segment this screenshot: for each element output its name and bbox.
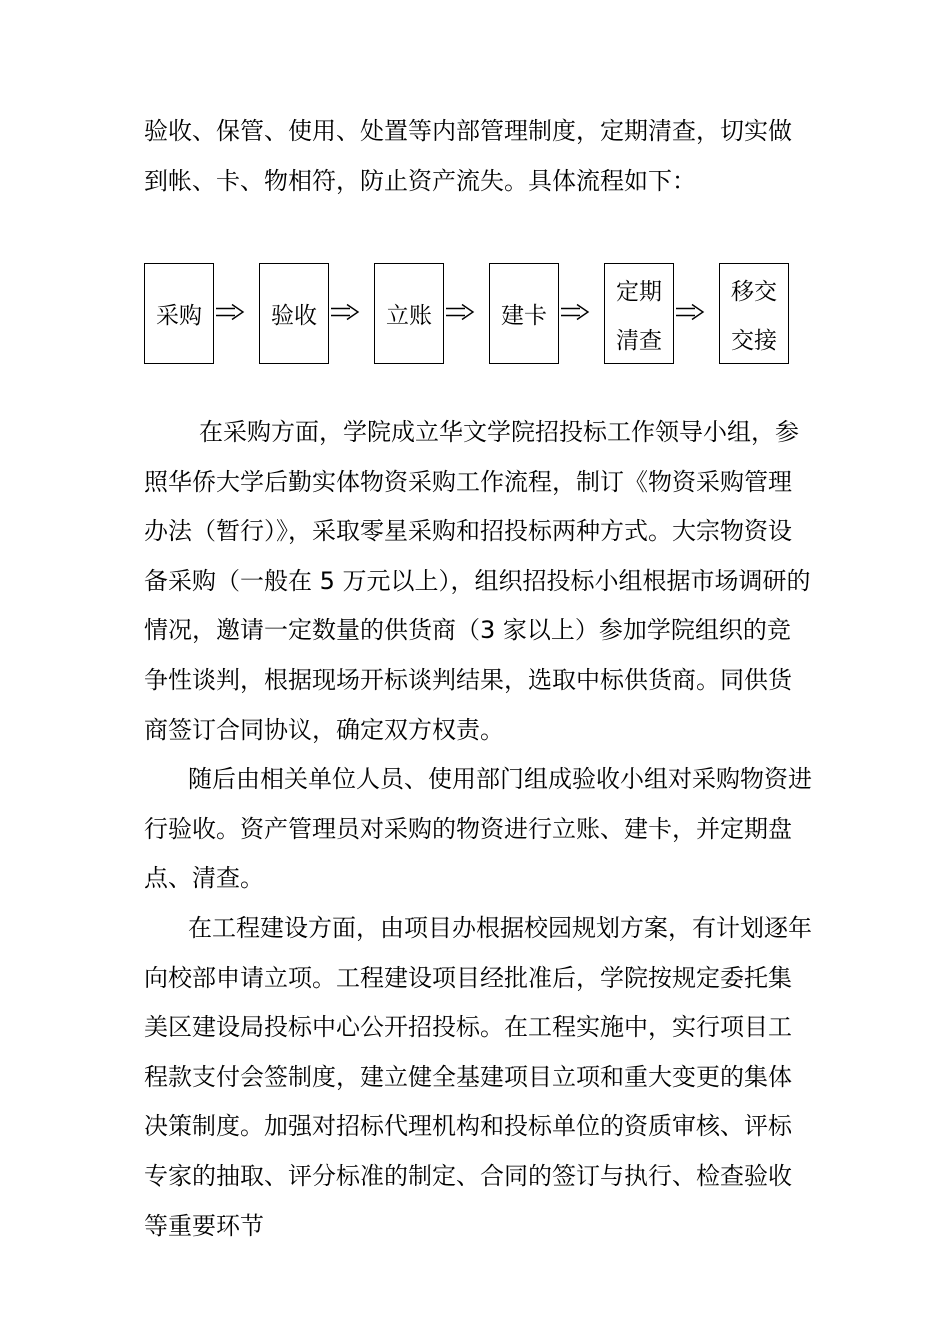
- purchase-paragraph: 在采购方面，学院成立华文学院招投标工作领导小组，参照华侨大学后勤实体物资采购工作流程，制订《物资采购管理办法（暂行）》，采取零星采购和招投标两种方式。大宗物资设备采购（一般在 5 万元以上），组织招投标小组根据市场调研的情况，邀请一定数量的供货商（3 家以上）参加学院组织的竞争性谈判，根据现场开标谈判结果，选取中标供货商。同供货商签订合同协议，确定双方权责。: [144, 418, 811, 744]
- double-line-right-arrow-icon: [330, 303, 360, 321]
- flow-step-handover: [719, 263, 789, 364]
- double-line-right-arrow-icon: [215, 303, 245, 321]
- double-line-right-arrow-icon: [560, 303, 590, 321]
- flow-step-label-line1: 定期: [616, 279, 662, 305]
- double-line-right-arrow-icon: [445, 303, 475, 321]
- acceptance-paragraph: 随后由相关单位人员、使用部门组成验收小组对采购物资进行验收。资产管理员对采购的物资进行立账、建卡，并定期盘点、清查。: [144, 765, 812, 893]
- engineering-paragraph: 在工程建设方面，由项目办根据校园规划方案，有计划逐年向校部申请立项。工程建设项目经批准后，学院按规定委托集美区建设局投标中心公开招投标。在工程实施中，实行项目工程款支付会签制度，建立健全基建项目立项和重大变更的集体决策制度。加强对招标代理机构和投标单位的资质审核、评标专家的抽取、评分标准的制定、合同的签订与执行、检查验收等重要环节: [144, 914, 812, 1240]
- intro-paragraph: 验收、保管、使用、处置等内部管理制度，定期清查，切实做到帐、卡、物相符，防止资产流失。具体流程如下：: [144, 117, 792, 195]
- flow-step-ledger: [374, 263, 444, 364]
- flow-step-label: 建卡: [501, 303, 547, 329]
- flow-step-inventory-check: [604, 263, 674, 364]
- flow-step-acceptance: [259, 263, 329, 364]
- flow-step-label: 验收: [271, 303, 317, 329]
- flow-step-label: 采购: [156, 303, 202, 329]
- flow-step-purchase: [144, 263, 214, 364]
- flow-step-label: 立账: [386, 303, 432, 329]
- flow-step-label-line1: 移交: [731, 279, 777, 305]
- flow-step-card: [489, 263, 559, 364]
- double-line-right-arrow-icon: [675, 303, 705, 321]
- flow-step-label-line2: 清查: [616, 328, 662, 354]
- flow-step-label-line2: 交接: [731, 328, 777, 354]
